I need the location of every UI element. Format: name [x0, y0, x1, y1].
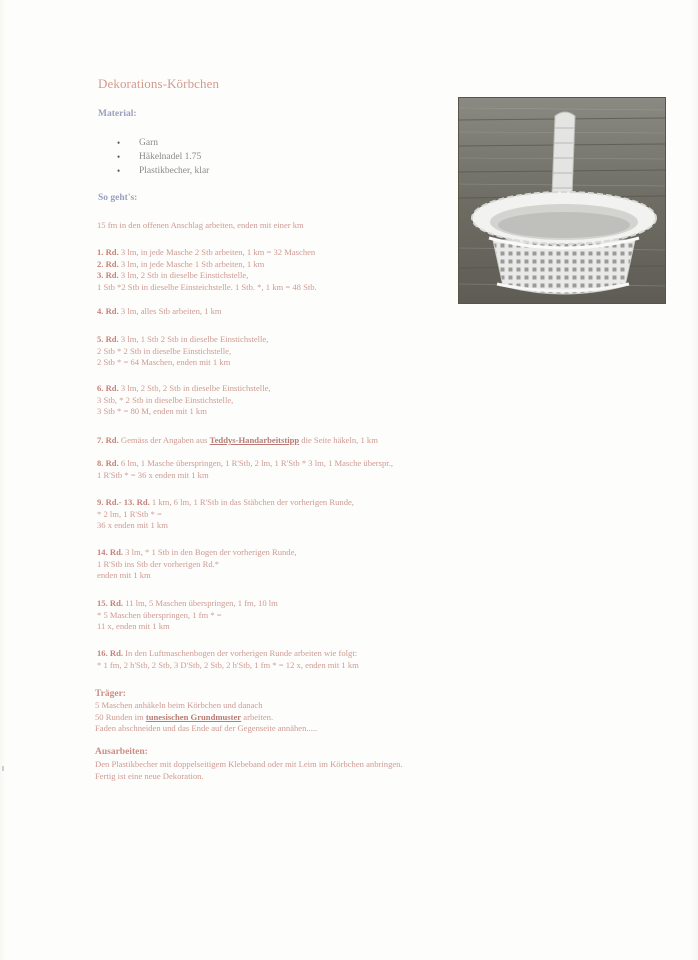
round-6-line: [97, 383, 271, 395]
round-8-block: [97, 458, 393, 481]
round-3-continuation: 1 Stb *2 Stb in dieselbe Einsteichstelle. 1 Stb. *, 1 km = 48 Stb.: [97, 282, 317, 293]
material-item: Garn: [139, 138, 158, 148]
round-label: 6. Rd.: [97, 383, 119, 393]
material-heading: Material:: [98, 109, 137, 119]
material-item: Plastikbecher, klar: [139, 166, 210, 176]
material-list: [117, 136, 209, 178]
traeger-heading: Träger:: [95, 689, 126, 699]
round-label: 8. Rd.: [97, 458, 119, 468]
round-label: 5. Rd.: [97, 334, 119, 344]
round-2-line: [97, 259, 317, 271]
traeger-text: arbeiten.: [241, 711, 274, 722]
round-5-line: [97, 334, 268, 346]
traeger-line: Faden abschneiden und das Ende auf der Gegenseite annähen.....: [95, 723, 318, 734]
round-16-continuation: * 1 fm, 2 h'Stb, 2 Stb, 3 D'Stb, 2 Stb, 2 h'Stb, 1 fm * = 12 x, enden mit 1 km: [97, 659, 359, 670]
round-label: 2. Rd.: [97, 258, 119, 269]
round-text: 3 lm, 2 Stb in dieselbe Einstichstelle,: [118, 270, 249, 281]
round-label: 3. Rd.: [97, 270, 119, 281]
round-6-block: [97, 383, 271, 418]
round-text: 6 lm, 1 Masche überspringen, 1 R'Stb, 2 lm, 1 R'Stb * 3 lm, 1 Masche überspr.,: [118, 458, 393, 468]
round-4-line: [97, 306, 222, 318]
intro-text: [97, 220, 304, 232]
round-8-line: [97, 458, 393, 470]
round-6-continuation: 3 Stb * = 80 M, enden mit 1 km: [97, 406, 207, 417]
round-14-line: [97, 547, 297, 559]
list-item: [117, 164, 209, 178]
round-text: In den Luftmaschenbogen der vorherigen Runde arbeiten wie folgt:: [123, 648, 358, 658]
round-7-line: [97, 435, 378, 447]
ausarbeiten-block: [95, 759, 403, 782]
round-9-continuation: * 2 lm, 1 R'Stb * =: [97, 508, 162, 519]
traeger-line: 5 Maschen anhäkeln beim Körbchen und danach: [95, 700, 263, 710]
round-15-line: [97, 598, 278, 610]
round-label: 7. Rd.: [97, 435, 119, 445]
round-label: 1. Rd.: [97, 247, 119, 257]
instructions-heading: So geht's:: [98, 193, 138, 203]
traeger-line: [95, 712, 317, 724]
round-5-block: [97, 334, 268, 369]
round-9-continuation: 36 x enden mit 1 km: [97, 520, 168, 531]
round-16-block: [97, 648, 359, 671]
teddys-tipp-link[interactable]: Teddys-Handarbeitstipp: [209, 435, 300, 445]
round-text: 3 lm, alles Stb arbeiten, 1 km: [118, 306, 222, 316]
round-text: 1 km, 6 lm, 1 R'Stb in das Stäbchen der vorherigen Runde,: [149, 497, 354, 507]
list-item: [117, 150, 209, 164]
page-title: Dekorations-Körbchen: [98, 76, 220, 91]
round-14-block: [97, 547, 297, 582]
round-text: Gemäss der Angaben aus: [118, 435, 210, 445]
round-3-line: [97, 270, 317, 282]
traeger-text: 50 Runden im: [95, 711, 146, 722]
round-text: die Seite häkeln, 1 km: [299, 435, 378, 445]
ausarbeiten-heading: Ausarbeiten:: [95, 747, 148, 757]
round-5-continuation: 2 Stb * 2 Stb in dieselbe Einstichstelle,: [97, 345, 232, 356]
round-15-continuation: * 5 Maschen überspringen, 1 fm * =: [97, 609, 222, 620]
round-15-block: [97, 598, 278, 633]
round-4-block: [97, 306, 222, 318]
round-label: 15. Rd.: [97, 598, 124, 608]
ausarbeiten-line: Den Plastikbecher mit doppelseitigem Klebeband oder mit Leim im Körbchen anbringen.: [95, 759, 403, 769]
bullet-icon: •: [117, 138, 121, 148]
basket-photo-illustration: [459, 98, 665, 303]
round-9-line: [97, 497, 354, 509]
round-6-continuation: 3 Stb, * 2 Stb in dieselbe Einstichstelle,: [97, 394, 234, 405]
list-item: [117, 136, 209, 150]
round-label: 16. Rd.: [97, 648, 124, 658]
intro-line: 15 fm in den offenen Anschlag arbeiten, enden mit einer km: [97, 220, 304, 230]
scan-artifact: [2, 766, 4, 771]
round-5-continuation: 2 Stb * = 64 Maschen, enden mit 1 km: [97, 357, 231, 368]
round-14-continuation: enden mit 1 km: [97, 570, 151, 581]
tunesisches-grundmuster-link[interactable]: tunesischen Grundmuster: [145, 711, 242, 722]
material-item: Häkelnadel 1.75: [139, 152, 202, 162]
round-14-continuation: 1 R'Stb ins Stb der vorherigen Rd.*: [97, 558, 220, 569]
round-8-continuation: 1 R'Stb * = 36 x enden mit 1 km: [97, 469, 209, 480]
round-1-3-block: [97, 247, 317, 294]
round-9-13-block: [97, 497, 354, 532]
traeger-block: [95, 700, 317, 735]
round-label: 14. Rd.: [97, 547, 124, 557]
round-1-line: [97, 247, 317, 259]
round-text: 3 lm, 2 Stb, 2 Stb in dieselbe Einstichstelle,: [118, 383, 271, 393]
round-text: 3 lm, 1 Stb 2 Stb in dieselbe Einstichstelle,: [118, 334, 269, 344]
round-label: 4. Rd.: [97, 306, 119, 316]
round-text: 3 lm, in jede Masche 1 Stb arbeiten, 1 km: [118, 258, 265, 269]
round-15-continuation: 11 x, enden mit 1 km: [97, 621, 170, 632]
round-16-line: [97, 648, 359, 660]
round-text: 11 lm, 5 Maschen überspringen, 1 fm, 10 lm: [123, 598, 278, 608]
round-text: 3 lm, in jede Masche 2 Stb arbeiten, 1 km = 32 Maschen: [118, 247, 316, 257]
bullet-icon: •: [117, 152, 121, 162]
basket-photo: [458, 97, 666, 304]
ausarbeiten-line: Fertig ist eine neue Dekoration.: [95, 770, 204, 781]
round-text: 3 lm, * 1 Stb in den Bogen der vorherigen Runde,: [123, 547, 297, 557]
round-label: 9. Rd.- 13. Rd.: [97, 497, 150, 507]
bullet-icon: •: [117, 166, 121, 176]
round-7-block: [97, 435, 378, 447]
